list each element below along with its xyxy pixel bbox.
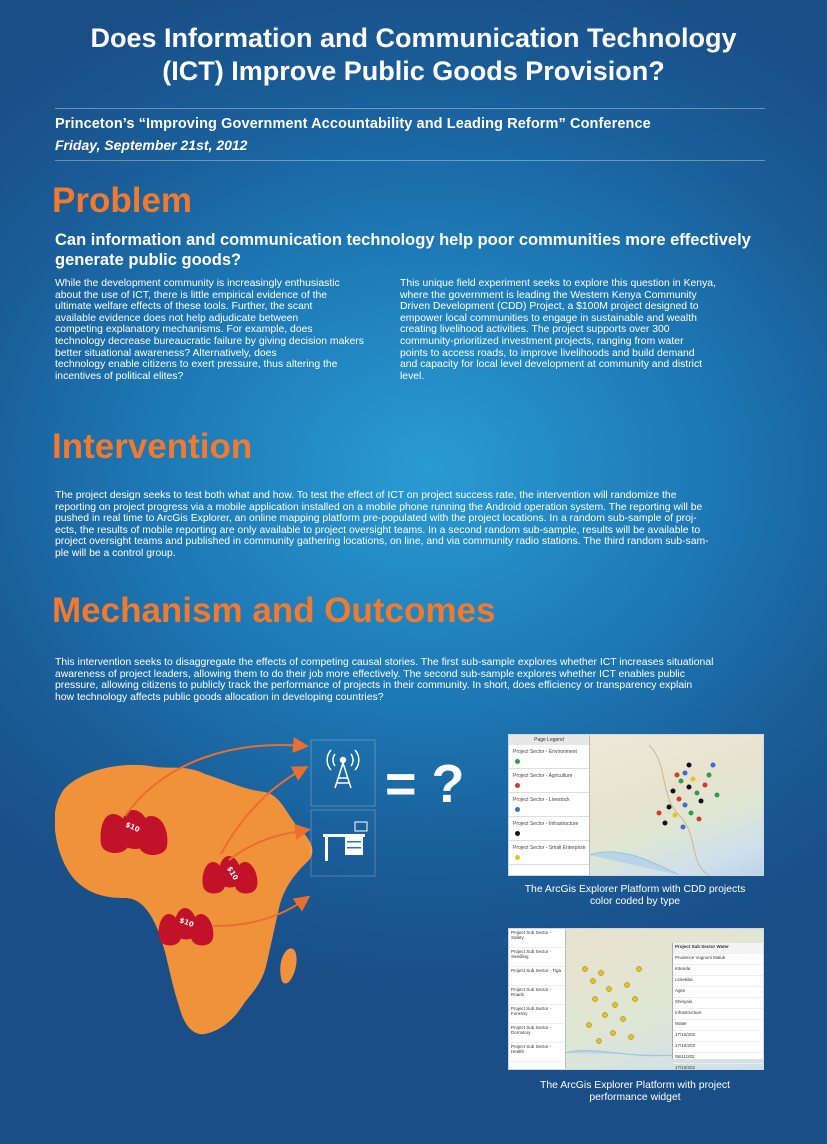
desk-box [311, 810, 375, 876]
widget-row: Limekilai [673, 976, 763, 987]
money-label: $10 [178, 916, 195, 929]
title-line-2: (ICT) Improve Public Goods Provision? [162, 56, 665, 86]
text-line: points to access roads, to improve livelihoods and build demand [400, 347, 695, 359]
text-line: pushed in real time to ArcGis Explorer, an online mapping platform pre-populated with the project locations. In a random sub-sample of proj- [55, 513, 697, 525]
legend-panel [509, 735, 590, 875]
legend-item[interactable]: Project Sector - Infrastructure [509, 817, 589, 841]
text-line: incentives of political elites? [55, 370, 184, 382]
text-line: While the development community is increasingly enthusiastic [55, 278, 340, 289]
widget-row: 17/10/202 [673, 1042, 763, 1053]
legend-title: Page Legend [509, 735, 589, 745]
text-line: project oversight teams and published in community gathering locations, on line, and via community radio stations. The third random sub-sam- [55, 536, 709, 548]
legend-item[interactable]: Project Sector - Environment [509, 745, 589, 769]
caption-line: The ArcGis Explorer Platform with project [540, 1080, 730, 1091]
widget-row: Kitenda [673, 965, 763, 976]
sub-sector-item[interactable]: Project Sub Sector - Dormitory [509, 1024, 565, 1043]
widget-row: 17/10/202 [673, 1064, 763, 1070]
mechanism-diagram [55, 730, 495, 1070]
map-pins [565, 929, 675, 1069]
text-line: where the government is leading the Western Kenya Community [400, 289, 697, 301]
caption-line: The ArcGis Explorer Platform with CDD projects [524, 884, 746, 895]
sub-sector-item[interactable]: Project Sub Sector - Roads [509, 986, 565, 1005]
madagascar [280, 948, 296, 983]
widget-row: Water [673, 1020, 763, 1031]
problem-left-paragraph [55, 278, 390, 382]
intervention-paragraph [55, 490, 775, 560]
sub-sector-item[interactable]: Project Sub Sector - Forestry [509, 1005, 565, 1024]
widget-row: Agini [673, 987, 763, 998]
intervention-heading: Intervention [52, 427, 253, 466]
legend-item[interactable]: Project Sector - Livestock [509, 793, 589, 817]
tower-box [311, 740, 375, 806]
text-line: ects, the results of mobile reporting are only available to project oversight teams. In a second random sub-sample, results will be available to [55, 524, 701, 536]
antenna-tower-icon [327, 750, 359, 788]
text-line: creating livelihood activities. The project supports over 300 [400, 324, 670, 336]
text-line: available evidence does not help adjudicate between [55, 312, 299, 324]
text-line: about the use of ICT, there is little empirical evidence of the [55, 289, 328, 301]
sub-sector-item[interactable]: Project Sub Sector - Tiga [509, 967, 565, 986]
africa-map [55, 765, 312, 1034]
legend-item[interactable]: Project Sector - Small Enterprise [509, 841, 589, 865]
question-line-2: generate public goods? [55, 251, 242, 269]
money-label: $10 [225, 865, 240, 882]
problem-question [55, 230, 755, 270]
conference-date: Friday, September 21st, 2012 [55, 137, 248, 153]
text-line: awareness of project leaders, allowing them to do their job more effectively. The second sub-sample explores whether ICT enables public [55, 668, 685, 680]
desk-icon [323, 822, 367, 861]
conference-name: Princeton’s “Improving Government Accountability and Leading Reform” Conference [55, 116, 651, 132]
text-line: This unique field experiment seeks to explore this question in Kenya, [400, 278, 716, 289]
text-line: pressure, allowing citizens to publicly track the performance of projects in their community. In short, does efficiency or transparency explain [55, 680, 693, 692]
text-line: ple will be a control group. [55, 547, 176, 559]
widget-header: Project Sub Sector Water [673, 943, 763, 954]
widget-row: 06/11/202 [673, 1053, 763, 1064]
sub-sector-item[interactable]: Project Sub Sector - Seedling [509, 948, 565, 967]
caption-line: color coded by type [589, 896, 681, 907]
widget-row: 17/10/202 [673, 1031, 763, 1042]
legend-pin-icon [515, 783, 520, 788]
map-background [589, 735, 763, 875]
title-line-1: Does Information and Communication Technology [90, 23, 737, 53]
text-line: technology decrease bureaucratic failure by giving decision makers [55, 335, 364, 347]
map-pins [589, 735, 763, 875]
text-line: how technology affects public goods allocation in developing countries? [55, 691, 384, 703]
divider [55, 108, 765, 109]
screenshot-2-caption [505, 1080, 765, 1104]
problem-heading: Problem [52, 181, 193, 220]
widget-row: Prudence Vugnoni Maluk [673, 954, 763, 965]
legend-pin-icon [515, 759, 520, 764]
text-line: This intervention seeks to disaggregate the effects of competing causal stories. The first sub-sample explores whether ICT increases situational [55, 657, 714, 668]
text-line: community-prioritized investment projects, ranging from water [400, 335, 684, 347]
sub-sector-panel [509, 929, 566, 1069]
text-line: technology enable citizens to exert pressure, thus altering the [55, 359, 338, 371]
text-line: level. [400, 370, 425, 382]
caption-line: performance widget [589, 1092, 681, 1103]
text-line: empower local communities to engage in sustainable and wealth [400, 312, 697, 324]
divider [55, 160, 765, 161]
sub-sector-item[interactable]: Project Sub Sector - Health [509, 1043, 565, 1062]
arcgis-screenshot-2 [508, 928, 764, 1070]
widget-row: Infrastructure [673, 1009, 763, 1020]
question-line-1: Can information and communication technology help poor communities more effectively [55, 231, 751, 249]
legend-pin-icon [515, 807, 520, 812]
legend-pin-icon [515, 831, 520, 836]
mechanism-heading: Mechanism and Outcomes [52, 591, 496, 630]
text-line: Driven Development (CDD) Project, a $100M project designed to [400, 301, 699, 313]
performance-widget [672, 943, 763, 1070]
equals-question: = ? [385, 754, 465, 814]
sub-sector-item[interactable]: Project Sub Sector - Safety [509, 929, 565, 948]
arcgis-screenshot-1 [508, 734, 764, 876]
legend-item[interactable]: Project Sector - Agriculture [509, 769, 589, 793]
problem-right-paragraph [400, 278, 760, 382]
text-line: competing explanatory mechanisms. For example, does [55, 324, 313, 336]
money-label: $10 [124, 820, 141, 834]
text-line: The project design seeks to test both what and how. To test the effect of ICT on project success rate, the intervention will randomize the [55, 490, 677, 501]
poster-title [0, 22, 827, 88]
legend-pin-icon [515, 855, 520, 860]
mechanism-paragraph [55, 657, 775, 703]
text-line: and capacity for local level development at community and district [400, 359, 703, 371]
text-line: ultimate welfare effects of these tools. Further, the scant [55, 301, 313, 313]
text-line: reporting on project progress via a mobile application installed on a mobile phone running the Android operation system. The reporting will be [55, 501, 703, 513]
widget-row: Shinyalu [673, 998, 763, 1009]
screenshot-1-caption [505, 884, 765, 908]
text-line: better situational awareness? Alternatively, does [55, 347, 277, 359]
